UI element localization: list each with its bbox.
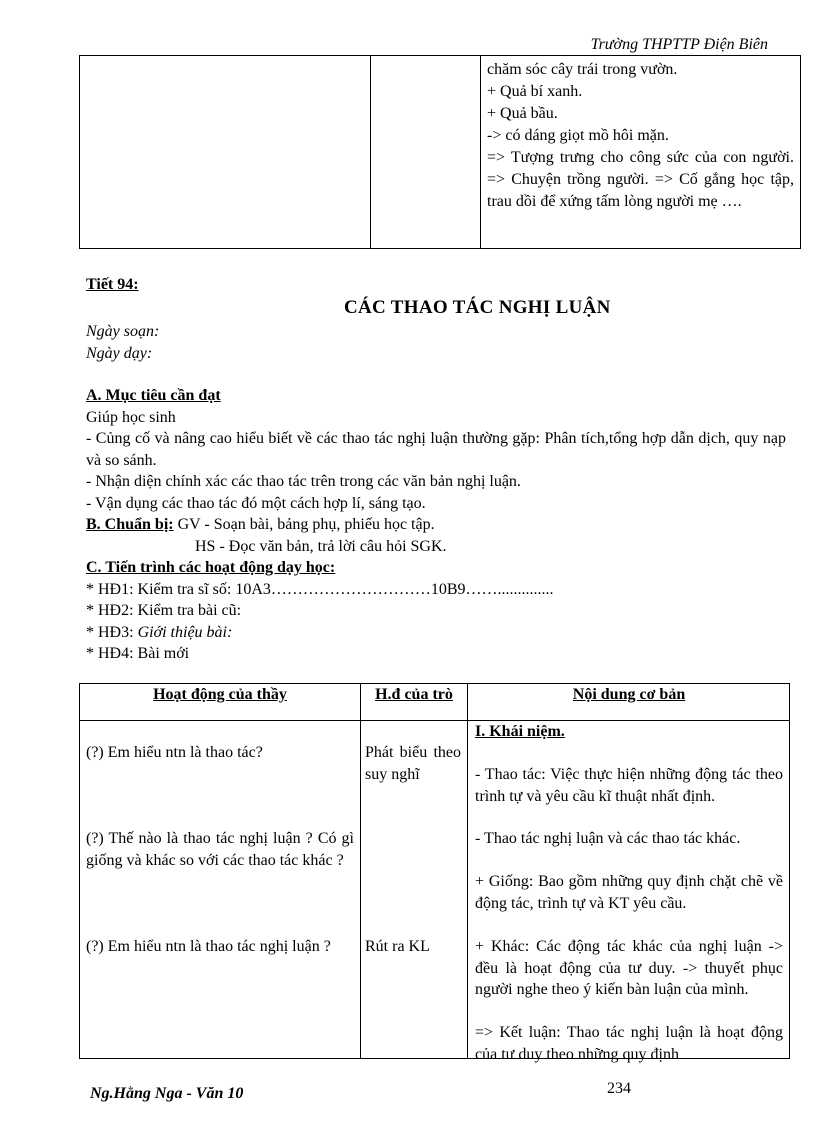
student-answer: Rút ra KL <box>365 938 430 955</box>
section-c <box>86 557 786 665</box>
continuation-col-teacher <box>80 56 371 248</box>
school-header: Trường THPTTP Điện Biên <box>590 36 768 53</box>
content-line: chăm sóc cây trái trong vườn. <box>487 61 678 78</box>
content-paragraph: + Giống: Bao gồm những quy định chặt chẽ về động tác, trình tự và KT yêu cầu. <box>475 873 783 912</box>
content-line: + Quả bầu. <box>487 105 558 122</box>
header-content: Nội dung cơ bản <box>572 686 686 703</box>
teach-date: Ngày dạy: <box>86 345 153 362</box>
page-title: CÁC THAO TÁC NGHỊ LUẬN <box>344 297 611 318</box>
content-line: + Quả bí xanh. <box>487 83 583 100</box>
section-a-heading: A. Mục tiêu cần đạt <box>86 387 221 404</box>
content-paragraph: => Kết luận: Thao tác nghị luận là hoạt động của tư duy theo những quy định <box>475 1024 783 1063</box>
section-a <box>86 385 786 514</box>
section-b <box>86 514 786 536</box>
continuation-col-content <box>480 56 800 248</box>
hd2-line: * HĐ2: Kiểm tra bài cũ: <box>86 602 242 619</box>
hd3-line <box>86 622 786 644</box>
content-heading: I. Khái niệm. <box>475 723 565 740</box>
section-a-item: - Vận dụng các thao tác đó một cách hợp lí, sáng tạo. <box>86 494 426 512</box>
continuation-col-student <box>370 56 481 248</box>
section-b-heading: B. Chuẩn bị: <box>86 516 174 533</box>
column-divider <box>360 684 361 1058</box>
section-b-student: HS - Đọc văn bản, trả lời câu hỏi SGK. <box>195 538 447 555</box>
section-c-heading: C. Tiến trình các hoạt động dạy học: <box>86 559 336 576</box>
content-paragraph: + Khác: Các động tác khác của nghị luận -> đều là hoạt động của tư duy. -> thuyết phục người nghe theo ý kiến bàn luận của mình. <box>475 938 783 998</box>
header-teacher: Hoạt động của thầy <box>153 686 287 703</box>
teacher-question: (?) Thế nào là thao tác nghị luận ? Có gì giống và khác so với các thao tác khác ? <box>86 830 354 869</box>
lesson-number: Tiết 94: <box>86 276 139 293</box>
footer-author: Ng.Hằng Nga - Văn 10 <box>90 1085 244 1102</box>
content-line: => Tượng trưng cho công sức của con người. => Chuyện trồng người. => Cố gắng học tập, trau dồi để xứng tấm lòng người mẹ …. <box>487 149 794 210</box>
section-b-teacher: GV - Soạn bài, bảng phụ, phiếu học tập. <box>177 516 435 533</box>
teacher-question: (?) Em hiểu ntn là thao tác nghị luận ? <box>86 938 331 955</box>
hd4-line: * HĐ4: Bài mới <box>86 645 190 662</box>
content-paragraph: - Thao tác nghị luận và các thao tác khác. <box>475 830 741 847</box>
continuation-table <box>79 55 801 249</box>
section-a-intro: Giúp học sinh <box>86 408 176 426</box>
prep-date: Ngày soạn: <box>86 323 160 340</box>
content-paragraph: - Thao tác: Việc thực hiện những động tác theo trình tự và yêu cầu kĩ thuật nhất định. <box>475 766 783 805</box>
hd1-line: * HĐ1: Kiểm tra sĩ số: 10A3…………………………10B9…….............. <box>86 580 554 598</box>
section-a-item: - Củng cố và nâng cao hiểu biết về các thao tác nghị luận thường gặp: Phân tích,tổng hợp dẫn dịch, quy nạp và so sánh. <box>86 430 786 469</box>
section-a-item: - Nhận diện chính xác các thao tác trên trong các văn bản nghị luận. <box>86 473 521 490</box>
student-answer: Phát biểu theo suy nghĩ <box>365 744 461 783</box>
page-number: 234 <box>607 1080 631 1097</box>
column-divider <box>467 684 468 1058</box>
hd3-value: Giới thiệu bài: <box>137 623 233 641</box>
lesson-table <box>79 683 790 1063</box>
hd3-label: * HĐ3: <box>86 623 138 641</box>
content-line: -> có dáng giọt mồ hôi mặn. <box>487 127 669 144</box>
teacher-question: (?) Em hiểu ntn là thao tác? <box>86 744 263 761</box>
header-student: H.đ của trò <box>375 686 453 703</box>
